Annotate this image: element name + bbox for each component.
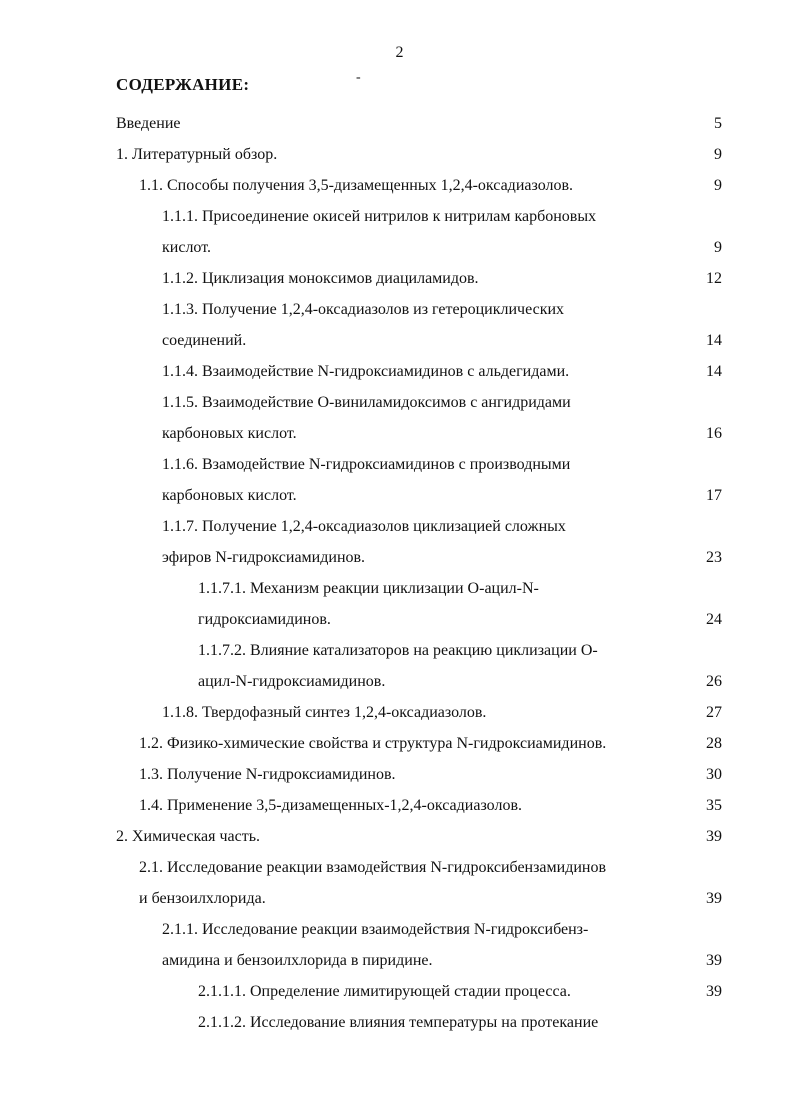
toc-entry-title: 1.4. Применение 3,5-дизамещенных-1,2,4-оксадиазолов.	[139, 797, 522, 814]
toc-entry	[0, 914, 799, 945]
toc-entry	[0, 108, 799, 139]
toc-entry-title: 1.1.2. Циклизация монокcимов диациламидов.	[162, 270, 479, 287]
toc-entry-title: гидроксиамидинов.	[198, 611, 331, 628]
toc-entry	[0, 263, 799, 294]
toc-entry-title: 1.1.7. Получение 1,2,4-оксадиазолов циклизацией сложных	[162, 518, 566, 535]
toc-entry-page: 16	[706, 425, 722, 442]
page-number: 2	[395, 44, 404, 61]
toc-entry-page: 14	[706, 363, 722, 380]
toc-entry	[0, 356, 799, 387]
toc-entry	[0, 573, 799, 604]
toc-entry-title: 1.1.7.1. Механизм реакции циклизации O-ацил-N-	[198, 580, 539, 597]
toc-entry-page: 39	[706, 828, 722, 845]
toc-entry	[0, 232, 799, 263]
toc-entry-title: 2.1. Исследование реакции взамодействия N-гидроксибензамидинов	[139, 859, 607, 876]
toc-entry-title: амидина и бензоилхлорида в пиридине.	[162, 952, 433, 969]
toc-entry-page: 30	[706, 766, 722, 783]
toc-entry-title: 1.1.7.2. Влияние катализаторов на реакцию циклизации O-	[198, 642, 598, 659]
toc-entry	[0, 139, 799, 170]
toc-entry-page: 27	[706, 704, 722, 721]
toc-entry-page: 14	[706, 332, 722, 349]
toc-entry-title: 1.1.5. Взаимодействие O-виниламидоксимов с ангидридами	[162, 394, 571, 411]
toc-entry	[0, 976, 799, 1007]
toc-entry-title: 2.1.1. Исследование реакции взаимодействия N-гидроксибенз-	[162, 921, 589, 938]
toc-entry	[0, 635, 799, 666]
toc-entry-page: 12	[706, 270, 722, 287]
toc-entry-page: 5	[714, 115, 722, 132]
toc-entry	[0, 542, 799, 573]
toc-entry-page: 35	[706, 797, 722, 814]
toc-entry-title: 2. Химическая часть.	[116, 828, 260, 845]
toc-entry	[0, 294, 799, 325]
toc-entry-title: карбоновых кислот.	[162, 425, 297, 442]
toc-entry-page: 39	[706, 952, 722, 969]
toc-entry	[0, 201, 799, 232]
toc-entry-page: 26	[706, 673, 722, 690]
toc-entry-title: 1.1.3. Получение 1,2,4-оксадиазолов из гетероциклических	[162, 301, 565, 318]
toc-entry	[0, 728, 799, 759]
toc-entry	[0, 511, 799, 542]
toc-entry-page: 39	[706, 890, 722, 907]
toc-entry	[0, 945, 799, 976]
toc-entry-title: ацил-N-гидроксиамидинов.	[198, 673, 386, 690]
toc-entry-title: 1.1. Способы получения 3,5-дизамещенных 1,2,4-оксадиазолов.	[139, 177, 574, 194]
page-title: СОДЕРЖАНИЕ:	[116, 75, 250, 94]
toc-entry-title: 1.2. Физико-химические свойства и структура N-гидроксиамидинов.	[139, 735, 607, 752]
toc-entry-page: 9	[714, 239, 722, 256]
table-of-contents	[0, 108, 799, 1038]
toc-entry-page: 17	[706, 487, 722, 504]
toc-entry-page: 9	[714, 146, 722, 163]
stray-mark: -	[356, 70, 361, 85]
toc-entry	[0, 449, 799, 480]
toc-entry-page: 28	[706, 735, 722, 752]
toc-entry	[0, 418, 799, 449]
toc-entry	[0, 883, 799, 914]
toc-entry	[0, 759, 799, 790]
toc-entry-title: 1. Литературный обзор.	[116, 146, 278, 163]
toc-entry	[0, 790, 799, 821]
toc-entry	[0, 480, 799, 511]
toc-entry	[0, 325, 799, 356]
toc-entry-title: 1.1.8. Твердофазный синтез 1,2,4-оксадиазолов.	[162, 704, 487, 721]
toc-entry	[0, 697, 799, 728]
toc-entry-title: соединений.	[162, 332, 247, 349]
toc-entry-title: 2.1.1.2. Исследование влияния температуры на протекание	[198, 1014, 599, 1031]
toc-entry	[0, 852, 799, 883]
toc-entry-page: 23	[706, 549, 722, 566]
toc-entry-title: 1.1.6. Взамодействие N-гидроксиамидинов с производными	[162, 456, 571, 473]
toc-entry-page: 9	[714, 177, 722, 194]
toc-entry	[0, 666, 799, 697]
toc-entry-title: кислот.	[162, 239, 211, 256]
toc-entry	[0, 1007, 799, 1038]
toc-entry-title: Введение	[116, 115, 181, 132]
toc-entry	[0, 821, 799, 852]
toc-entry-title: 1.1.4. Взаимодействие N-гидроксиамидинов с альдегидами.	[162, 363, 570, 380]
toc-entry-page: 24	[706, 611, 722, 628]
toc-entry-title: 1.3. Получение N-гидроксиамидинов.	[139, 766, 396, 783]
toc-entry-title: эфиров N-гидроксиамидинов.	[162, 549, 366, 566]
toc-entry-title: 2.1.1.1. Определение лимитирующей стадии процесса.	[198, 983, 571, 1000]
toc-entry-page: 39	[706, 983, 722, 1000]
toc-entry-title: и бензоилхлорида.	[139, 890, 266, 907]
toc-entry	[0, 170, 799, 201]
toc-entry-title: карбоновых кислот.	[162, 487, 297, 504]
toc-entry	[0, 387, 799, 418]
toc-entry-title: 1.1.1. Присоединение окисей нитрилов к нитрилам карбоновых	[162, 208, 597, 225]
toc-entry	[0, 604, 799, 635]
